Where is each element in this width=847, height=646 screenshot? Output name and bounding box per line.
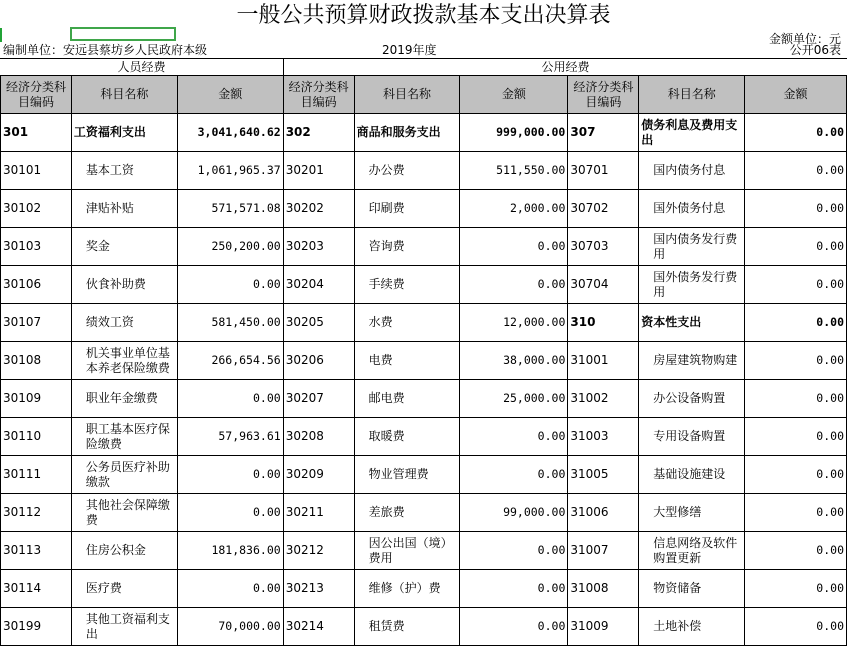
- amount-cell[interactable]: 0.00: [460, 570, 568, 608]
- col-header-code: 经济分类科目编码: [283, 76, 354, 114]
- amount-cell[interactable]: 0.00: [460, 608, 568, 646]
- amount-cell[interactable]: 0.00: [460, 532, 568, 570]
- amount-cell[interactable]: 181,836.00: [177, 532, 283, 570]
- account-name-cell[interactable]: 国外债务发行费用: [639, 266, 745, 304]
- table-row: [1, 494, 847, 532]
- amount-cell[interactable]: 0.00: [745, 228, 847, 266]
- selected-cell[interactable]: [70, 27, 176, 41]
- account-code-cell[interactable]: 30206: [283, 342, 354, 380]
- account-code-cell[interactable]: 30704: [568, 266, 639, 304]
- amount-cell[interactable]: 0.00: [460, 456, 568, 494]
- account-name-cell[interactable]: 物资储备: [639, 570, 745, 608]
- table-row: [1, 418, 847, 456]
- group-header-personnel: 人员经费: [0, 58, 283, 75]
- amount-cell[interactable]: 571,571.08: [177, 190, 283, 228]
- account-code-cell[interactable]: 30214: [283, 608, 354, 646]
- account-code-cell[interactable]: 31001: [568, 342, 639, 380]
- account-code-cell[interactable]: 31005: [568, 456, 639, 494]
- account-code-cell[interactable]: 310: [568, 304, 639, 342]
- account-name-cell[interactable]: 住房公积金: [71, 532, 177, 570]
- amount-cell[interactable]: 0.00: [745, 114, 847, 152]
- amount-cell[interactable]: 0.00: [460, 228, 568, 266]
- amount-cell[interactable]: 0.00: [745, 190, 847, 228]
- account-name-cell[interactable]: 工资福利支出: [71, 114, 177, 152]
- amount-cell[interactable]: 0.00: [177, 494, 283, 532]
- account-code-cell[interactable]: 30202: [283, 190, 354, 228]
- account-code-cell[interactable]: 30205: [283, 304, 354, 342]
- amount-cell[interactable]: 70,000.00: [177, 608, 283, 646]
- account-name-cell[interactable]: 津贴补贴: [71, 190, 177, 228]
- table-row: [1, 532, 847, 570]
- account-name-cell[interactable]: 租赁费: [354, 608, 460, 646]
- account-name-cell[interactable]: 国内债务付息: [639, 152, 745, 190]
- account-name-cell[interactable]: 机关事业单位基本养老保险缴费: [71, 342, 177, 380]
- table-row: [1, 456, 847, 494]
- account-code-cell[interactable]: 30110: [1, 418, 72, 456]
- account-name-cell[interactable]: 大型修缮: [639, 494, 745, 532]
- account-code-cell[interactable]: 30212: [283, 532, 354, 570]
- account-name-cell[interactable]: 咨询费: [354, 228, 460, 266]
- amount-cell[interactable]: 57,963.61: [177, 418, 283, 456]
- amount-cell[interactable]: 0.00: [745, 570, 847, 608]
- amount-cell[interactable]: 0.00: [177, 570, 283, 608]
- account-name-cell[interactable]: 土地补偿: [639, 608, 745, 646]
- account-name-cell[interactable]: 专用设备购置: [639, 418, 745, 456]
- account-code-cell[interactable]: 307: [568, 114, 639, 152]
- account-name-cell[interactable]: 基础设施建设: [639, 456, 745, 494]
- account-name-cell[interactable]: 取暖费: [354, 418, 460, 456]
- account-code-cell[interactable]: 30102: [1, 190, 72, 228]
- account-code-cell[interactable]: 30107: [1, 304, 72, 342]
- amount-cell[interactable]: 581,450.00: [177, 304, 283, 342]
- column-header-row: [1, 76, 847, 114]
- table-code: 公开06表: [789, 43, 841, 57]
- account-name-cell[interactable]: 商品和服务支出: [354, 114, 460, 152]
- report-title: 一般公共预算财政拨款基本支出决算表: [236, 3, 611, 28]
- table-row: [1, 114, 847, 152]
- account-name-cell[interactable]: 差旅费: [354, 494, 460, 532]
- account-name-cell[interactable]: 房屋建筑物购建: [639, 342, 745, 380]
- reporting-unit: 编制单位：安远县蔡坊乡人民政府本级: [3, 43, 208, 57]
- account-code-cell[interactable]: 301: [1, 114, 72, 152]
- account-code-cell[interactable]: 30209: [283, 456, 354, 494]
- amount-cell[interactable]: 38,000.00: [460, 342, 568, 380]
- amount-cell[interactable]: 25,000.00: [460, 380, 568, 418]
- account-name-cell[interactable]: 资本性支出: [639, 304, 745, 342]
- table-row: [1, 570, 847, 608]
- account-name-cell[interactable]: 公务员医疗补助缴款: [71, 456, 177, 494]
- table-row: [1, 608, 847, 646]
- amount-cell[interactable]: 2,000.00: [460, 190, 568, 228]
- account-name-cell[interactable]: 办公费: [354, 152, 460, 190]
- account-code-cell[interactable]: 30199: [1, 608, 72, 646]
- account-name-cell[interactable]: 电费: [354, 342, 460, 380]
- account-name-cell[interactable]: 办公设备购置: [639, 380, 745, 418]
- account-code-cell[interactable]: 31002: [568, 380, 639, 418]
- account-code-cell[interactable]: 31003: [568, 418, 639, 456]
- col-header-amount: 金额: [177, 76, 283, 114]
- amount-cell[interactable]: 0.00: [745, 304, 847, 342]
- account-name-cell[interactable]: 奖金: [71, 228, 177, 266]
- table-row: [1, 304, 847, 342]
- amount-cell[interactable]: 0.00: [460, 266, 568, 304]
- account-name-cell[interactable]: 物业管理费: [354, 456, 460, 494]
- table-row: [1, 342, 847, 380]
- account-name-cell[interactable]: 伙食补助费: [71, 266, 177, 304]
- amount-cell[interactable]: 0.00: [745, 532, 847, 570]
- account-code-cell[interactable]: 30207: [283, 380, 354, 418]
- account-name-cell[interactable]: 邮电费: [354, 380, 460, 418]
- account-code-cell[interactable]: 30213: [283, 570, 354, 608]
- account-code-cell[interactable]: 30211: [283, 494, 354, 532]
- amount-cell[interactable]: 0.00: [177, 380, 283, 418]
- col-header-name: 科目名称: [354, 76, 460, 114]
- amount-cell[interactable]: 250,200.00: [177, 228, 283, 266]
- amount-cell[interactable]: 12,000.00: [460, 304, 568, 342]
- amount-cell[interactable]: 0.00: [177, 266, 283, 304]
- account-code-cell[interactable]: 30103: [1, 228, 72, 266]
- account-name-cell[interactable]: 其他工资福利支出: [71, 608, 177, 646]
- table-row: [1, 380, 847, 418]
- cell-selection-marker: [0, 28, 2, 42]
- account-name-cell[interactable]: 水费: [354, 304, 460, 342]
- account-code-cell[interactable]: 30101: [1, 152, 72, 190]
- account-name-cell[interactable]: 维修（护）费: [354, 570, 460, 608]
- col-header-name: 科目名称: [71, 76, 177, 114]
- account-code-cell[interactable]: 31009: [568, 608, 639, 646]
- account-code-cell[interactable]: 30114: [1, 570, 72, 608]
- amount-cell[interactable]: 0.00: [745, 456, 847, 494]
- table-row: [1, 152, 847, 190]
- account-code-cell[interactable]: 30204: [283, 266, 354, 304]
- table-row: [1, 228, 847, 266]
- amount-cell[interactable]: 0.00: [745, 608, 847, 646]
- account-code-cell[interactable]: 31006: [568, 494, 639, 532]
- account-code-cell[interactable]: 30113: [1, 532, 72, 570]
- account-code-cell[interactable]: 30701: [568, 152, 639, 190]
- amount-cell[interactable]: 99,000.00: [460, 494, 568, 532]
- account-code-cell[interactable]: 30203: [283, 228, 354, 266]
- account-name-cell[interactable]: 其他社会保障缴费: [71, 494, 177, 532]
- col-header-amount: 金额: [745, 76, 847, 114]
- amount-cell[interactable]: 511,550.00: [460, 152, 568, 190]
- amount-cell[interactable]: 1,061,965.37: [177, 152, 283, 190]
- amount-cell[interactable]: 0.00: [460, 418, 568, 456]
- account-code-cell[interactable]: 30112: [1, 494, 72, 532]
- account-name-cell[interactable]: 国内债务发行费用: [639, 228, 745, 266]
- account-name-cell[interactable]: 印刷费: [354, 190, 460, 228]
- expenditure-table: [0, 75, 847, 646]
- account-name-cell[interactable]: 职业年金缴费: [71, 380, 177, 418]
- table-row: [1, 190, 847, 228]
- group-header-public: 公用经费: [283, 58, 847, 75]
- account-code-cell[interactable]: 30702: [568, 190, 639, 228]
- amount-unit: 金额单位：元: [768, 32, 841, 46]
- amount-cell[interactable]: 0.00: [745, 418, 847, 456]
- account-code-cell[interactable]: 30208: [283, 418, 354, 456]
- account-name-cell[interactable]: 手续费: [354, 266, 460, 304]
- account-name-cell[interactable]: 信息网络及软件购置更新: [639, 532, 745, 570]
- account-code-cell[interactable]: 302: [283, 114, 354, 152]
- fiscal-year: 2019年度: [382, 43, 437, 57]
- account-name-cell[interactable]: 绩效工资: [71, 304, 177, 342]
- account-code-cell[interactable]: 30109: [1, 380, 72, 418]
- amount-cell[interactable]: 0.00: [745, 342, 847, 380]
- account-name-cell[interactable]: 国外债务付息: [639, 190, 745, 228]
- col-header-code: 经济分类科目编码: [1, 76, 72, 114]
- account-name-cell[interactable]: 因公出国（境）费用: [354, 532, 460, 570]
- account-name-cell[interactable]: 基本工资: [71, 152, 177, 190]
- amount-cell[interactable]: 266,654.56: [177, 342, 283, 380]
- amount-cell[interactable]: 0.00: [745, 152, 847, 190]
- account-name-cell[interactable]: 职工基本医疗保险缴费: [71, 418, 177, 456]
- account-code-cell[interactable]: 31007: [568, 532, 639, 570]
- amount-cell[interactable]: 0.00: [745, 494, 847, 532]
- amount-cell[interactable]: 3,041,640.62: [177, 114, 283, 152]
- account-name-cell[interactable]: 医疗费: [71, 570, 177, 608]
- col-header-name: 科目名称: [639, 76, 745, 114]
- account-code-cell[interactable]: 30111: [1, 456, 72, 494]
- col-header-code: 经济分类科目编码: [568, 76, 639, 114]
- account-code-cell[interactable]: 30201: [283, 152, 354, 190]
- account-code-cell[interactable]: 30106: [1, 266, 72, 304]
- table-row: [1, 266, 847, 304]
- amount-cell[interactable]: 0.00: [745, 266, 847, 304]
- account-code-cell[interactable]: 30703: [568, 228, 639, 266]
- amount-cell[interactable]: 0.00: [177, 456, 283, 494]
- amount-cell[interactable]: 999,000.00: [460, 114, 568, 152]
- amount-cell[interactable]: 0.00: [745, 380, 847, 418]
- col-header-amount: 金额: [460, 76, 568, 114]
- account-code-cell[interactable]: 31008: [568, 570, 639, 608]
- account-code-cell[interactable]: 30108: [1, 342, 72, 380]
- account-name-cell[interactable]: 债务利息及费用支出: [639, 114, 745, 152]
